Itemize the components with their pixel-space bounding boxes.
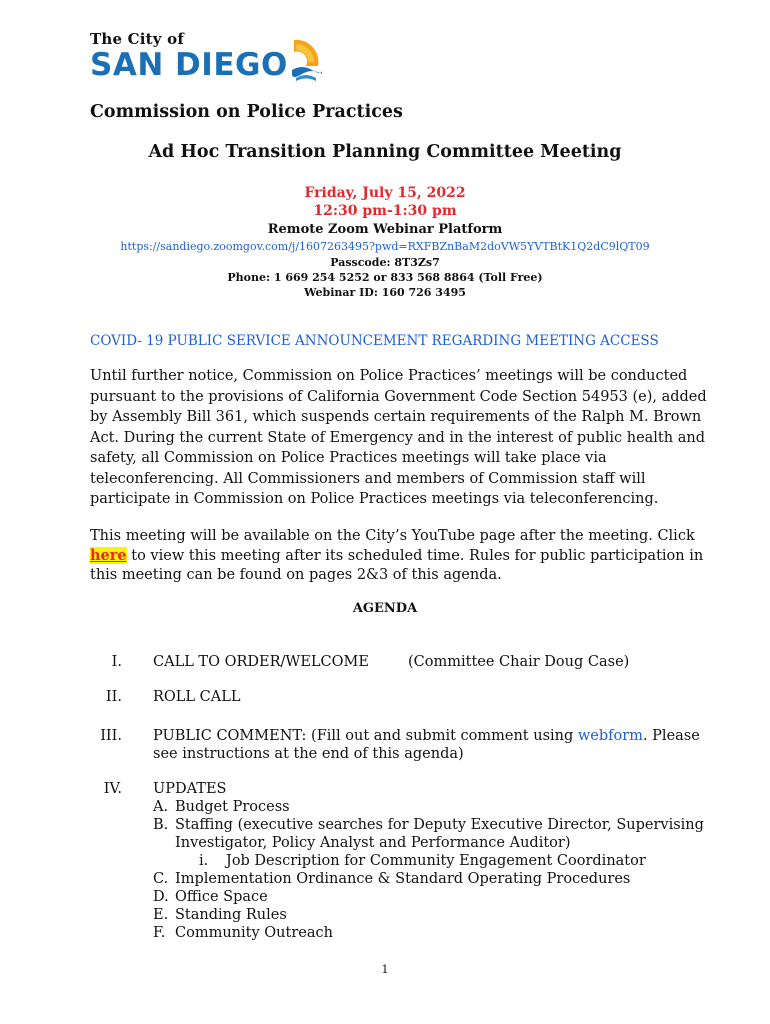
- here-link[interactable]: here: [90, 547, 127, 564]
- meeting-date: Friday, July 15, 2022: [304, 185, 466, 201]
- sub-item-letter: E.: [153, 907, 169, 923]
- paragraph-line: by Assembly Bill 361, which suspends certain requirements of the Ralph M. Brown: [90, 409, 702, 425]
- sub-item-standing-rules: Standing Rules: [175, 907, 287, 923]
- commission-title: Commission on Police Practices: [90, 102, 403, 122]
- logo-san-diego: SAN DIEGO: [90, 47, 288, 83]
- agenda-item-updates: UPDATES: [153, 781, 227, 797]
- logo-the-city-of: The City of: [90, 30, 184, 48]
- sub-sub-item-numeral: i.: [199, 853, 209, 869]
- agenda-item-roll-call: ROLL CALL: [153, 689, 241, 705]
- paragraph-line: this meeting can be found on pages 2&3 of this agenda.: [90, 567, 502, 583]
- phone-numbers: Phone: 1 669 254 5252 or 833 568 8864 (Toll Free): [227, 271, 543, 284]
- sun-wave-icon: [288, 36, 324, 88]
- zoom-link[interactable]: https://sandiego.zoomgov.com/j/1607263495?pwd=RXFBZnBaM2doVW5YVTBtK1Q2dC9lQT09: [120, 240, 650, 253]
- sub-item-staffing-line2: Investigator, Policy Analyst and Performance Auditor): [175, 835, 571, 851]
- paragraph-line: teleconferencing. All Commissioners and members of Commission staff will: [90, 470, 646, 487]
- webform-link[interactable]: webform: [577, 728, 643, 744]
- item-text: . Please: [642, 728, 700, 744]
- paragraph-line: Until further notice, Commission on Police Practices’ meetings will be conducted: [90, 368, 688, 384]
- sub-item-implementation: Implementation Ordinance & Standard Operating Procedures: [175, 871, 631, 887]
- paragraph-line: participate in Commission on Police Practices meetings via teleconferencing.: [90, 491, 659, 507]
- youtube-paragraph: [90, 527, 704, 585]
- agenda-item-number: II.: [105, 689, 122, 705]
- item-text: PUBLIC COMMENT: (Fill out and submit comment using: [153, 728, 578, 744]
- paragraph-text: to view this meeting after its scheduled time. Rules for public participation in: [126, 548, 704, 564]
- sub-item-letter: D.: [153, 889, 169, 905]
- agenda-heading: AGENDA: [352, 601, 418, 616]
- agenda-item-public-comment-line2: see instructions at the end of this agenda): [153, 746, 464, 762]
- sub-item-letter: B.: [153, 817, 169, 833]
- meeting-time: 12:30 pm-1:30 pm: [313, 203, 457, 219]
- meeting-platform: Remote Zoom Webinar Platform: [267, 222, 503, 237]
- agenda-item-number: IV.: [103, 781, 122, 797]
- page-number: 1: [381, 963, 389, 976]
- paragraph-line: [90, 546, 704, 566]
- sub-item-office-space: Office Space: [175, 889, 268, 905]
- webinar-id: Webinar ID: 160 726 3495: [304, 286, 466, 299]
- agenda-item-number: I.: [111, 654, 122, 670]
- passcode: Passcode: 8T3Zs7: [330, 256, 440, 269]
- sub-item-letter: C.: [153, 871, 169, 887]
- paragraph-line: pursuant to the provisions of California Government Code Section 54953 (e), added: [90, 388, 707, 405]
- sub-item-letter: F.: [153, 925, 166, 941]
- meeting-title: Ad Hoc Transition Planning Committee Meeting: [148, 142, 622, 162]
- agenda-item-number: III.: [100, 728, 122, 744]
- sub-item-staffing: Staffing (executive searches for Deputy Executive Director, Supervising: [175, 817, 704, 833]
- paragraph-line: safety, all Commission on Police Practices meetings will take place via: [90, 450, 607, 466]
- city-of-san-diego-logo: [90, 30, 330, 92]
- sub-item-letter: A.: [153, 799, 169, 815]
- covid-heading: COVID- 19 PUBLIC SERVICE ANNOUNCEMENT REGARDING MEETING ACCESS: [90, 333, 659, 349]
- sub-sub-item-job-description: Job Description for Community Engagement Coordinator: [226, 853, 646, 869]
- sub-item-budget: Budget Process: [175, 799, 290, 815]
- paragraph-line: This meeting will be available on the City’s YouTube page after the meeting. Click: [90, 528, 695, 544]
- paragraph-line: Act. During the current State of Emergency and in the interest of public health and: [90, 429, 705, 446]
- sub-item-community-outreach: Community Outreach: [175, 925, 333, 941]
- agenda-item-call-to-order: CALL TO ORDER/WELCOME: [153, 654, 369, 670]
- agenda-item-note: (Committee Chair Doug Case): [408, 654, 630, 670]
- agenda-item-public-comment: [153, 728, 700, 744]
- covid-paragraph: [90, 366, 707, 510]
